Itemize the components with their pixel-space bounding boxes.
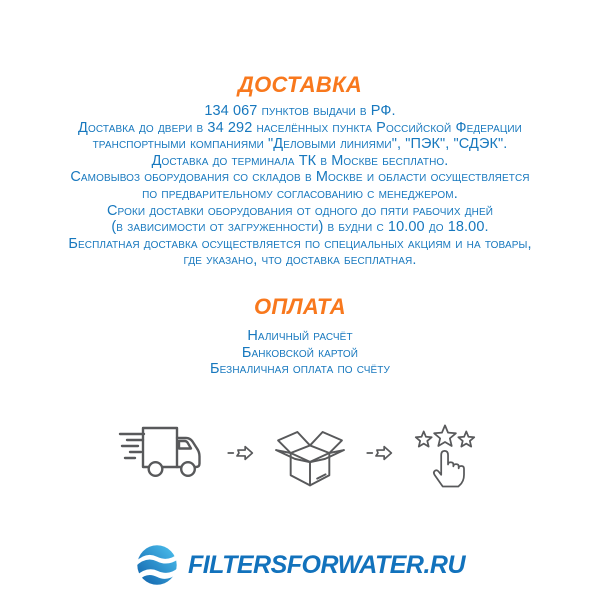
delivery-text-line: транспортными компаниями "Деловыми линиями", "ПЭК", "СДЭК".: [92, 136, 508, 153]
delivery-text-block: [0, 103, 600, 269]
delivery-text-line: Бесплатная доставка осуществляется по специальных акциям и на товары,: [68, 235, 532, 252]
delivery-text-line: Доставка до двери в 34 292 населённых пункта Российской Федерации: [78, 119, 522, 136]
delivery-text-line: (в зависимости от загруженности) в будни с 10.00 до 18.00.: [111, 219, 489, 236]
site-logo[interactable]: [0, 543, 600, 587]
delivery-text-line: Самовывоз оборудования со складов в Москве и области осуществляется: [70, 169, 530, 186]
payment-text-block: [0, 328, 600, 378]
payment-section-title: ОПЛАТА: [253, 294, 346, 319]
payment-text-line: Банковской картой: [241, 344, 359, 361]
water-wave-logo-icon: [135, 543, 179, 587]
delivery-section-title: ДОСТАВКА: [237, 72, 363, 97]
payment-text-line: Безналичная оплата по счёту: [210, 361, 390, 378]
delivery-text-line: Сроки доставки оборудования от одного до пяти рабочих дней: [106, 202, 494, 219]
arrow-right-icon: [365, 442, 394, 464]
rating-stars-hand-icon: [407, 417, 483, 490]
arrow-right-icon: [226, 442, 255, 464]
process-icons-row: [0, 407, 600, 499]
fast-delivery-truck-icon: [117, 421, 213, 485]
open-box-icon: [268, 414, 352, 492]
delivery-text-line: 134 067 пунктов выдачи в РФ.: [204, 103, 396, 119]
payment-text-line: Наличный расчёт: [247, 328, 353, 344]
delivery-text-line: по предварительному согласованию с менеджером.: [142, 185, 458, 202]
delivery-text-line: Доставка до терминала ТК в Москве бесплатно.: [151, 152, 449, 169]
delivery-text-line: где указано, что доставка бесплатная.: [183, 252, 417, 269]
site-logo-text: FILTERSFORWATER.RU: [187, 551, 466, 579]
